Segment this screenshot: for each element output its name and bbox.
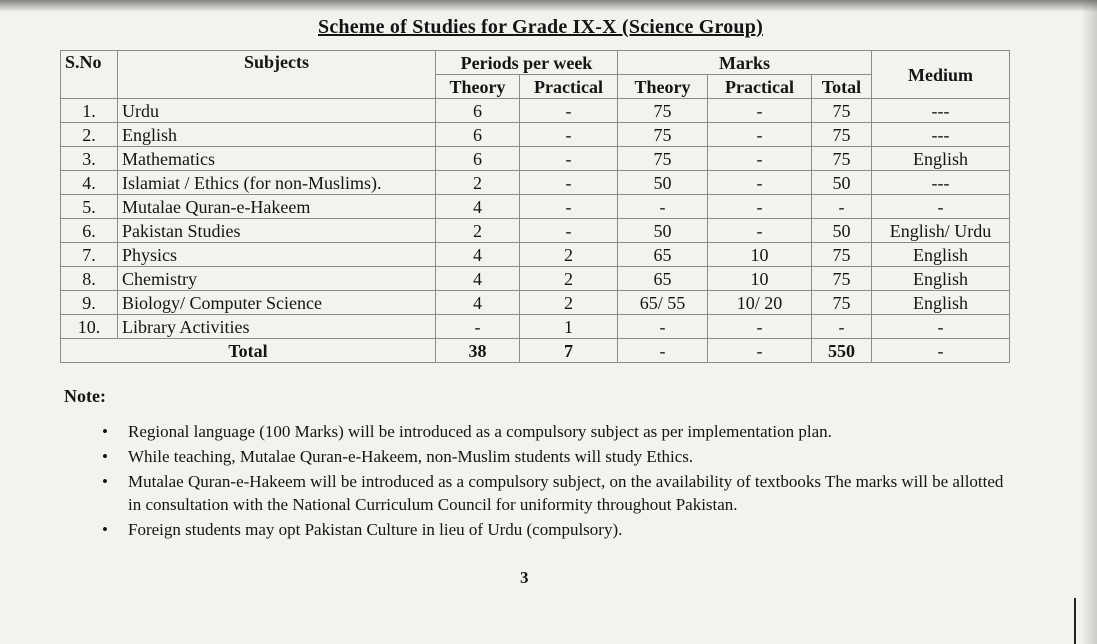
- cell-marks-practical: -: [708, 315, 812, 339]
- bullet-icon: •: [102, 520, 108, 539]
- cell-periods-practical: -: [520, 219, 618, 243]
- cell-marks-theory: 50: [618, 171, 708, 195]
- page-title: Scheme of Studies for Grade IX-X (Science Group): [318, 16, 763, 38]
- cell-medium: ---: [872, 123, 1010, 147]
- table-row: [61, 243, 1010, 267]
- cell-marks-theory: 75: [618, 99, 708, 123]
- cell-periods-theory: 6: [436, 99, 520, 123]
- cell-sno: 10.: [61, 315, 118, 339]
- cell-periods-theory: 4: [436, 267, 520, 291]
- list-item: [96, 470, 1016, 516]
- note-text: Foreign students may opt Pakistan Culture in lieu of Urdu (compulsory).: [128, 520, 623, 539]
- cell-periods-practical: -: [520, 99, 618, 123]
- cell-periods-theory: 6: [436, 147, 520, 171]
- cell-marks-practical: -: [708, 195, 812, 219]
- cell-medium: English: [872, 147, 1010, 171]
- cell-total-medium: -: [872, 339, 1010, 363]
- note-heading: Note:: [64, 386, 106, 406]
- cell-marks-total: 50: [812, 171, 872, 195]
- header-marks: Marks: [618, 51, 872, 75]
- header-marks-total: Total: [812, 75, 872, 99]
- cell-total-marks-practical: -: [708, 339, 812, 363]
- cell-marks-total: 50: [812, 219, 872, 243]
- cell-periods-theory: 4: [436, 195, 520, 219]
- list-item: [96, 445, 1016, 468]
- cell-periods-theory: 4: [436, 243, 520, 267]
- cell-marks-theory: 75: [618, 147, 708, 171]
- header-marks-theory: Theory: [618, 75, 708, 99]
- note-text: Regional language (100 Marks) will be introduced as a compulsory subject as per implementation plan.: [128, 422, 832, 441]
- cell-periods-theory: -: [436, 315, 520, 339]
- cell-medium: ---: [872, 171, 1010, 195]
- page-right-edge: [1081, 0, 1097, 644]
- cell-periods-theory: 6: [436, 123, 520, 147]
- cell-periods-practical: 2: [520, 267, 618, 291]
- cell-periods-practical: 1: [520, 315, 618, 339]
- cell-marks-theory: 65/ 55: [618, 291, 708, 315]
- cell-sno: 4.: [61, 171, 118, 195]
- cell-periods-theory: 2: [436, 219, 520, 243]
- bullet-icon: •: [102, 472, 108, 491]
- cell-sno: 1.: [61, 99, 118, 123]
- cell-subject: Biology/ Computer Science: [118, 291, 436, 315]
- cell-subject: Mutalae Quran-e-Hakeem: [118, 195, 436, 219]
- cell-subject: Pakistan Studies: [118, 219, 436, 243]
- table-row: [61, 123, 1010, 147]
- table-header-row: [61, 51, 1010, 75]
- cell-marks-theory: -: [618, 315, 708, 339]
- table-row: [61, 291, 1010, 315]
- cell-total-label: Total: [61, 339, 436, 363]
- cell-sno: 6.: [61, 219, 118, 243]
- header-periods-practical: Practical: [520, 75, 618, 99]
- cell-marks-total: 75: [812, 291, 872, 315]
- bullet-icon: •: [102, 422, 108, 441]
- cell-subject: Urdu: [118, 99, 436, 123]
- cell-marks-practical: -: [708, 147, 812, 171]
- cell-periods-theory: 2: [436, 171, 520, 195]
- cell-medium: English: [872, 267, 1010, 291]
- cell-sno: 3.: [61, 147, 118, 171]
- header-medium: Medium: [872, 51, 1010, 99]
- header-sno: S.No: [61, 51, 118, 99]
- cell-sno: 5.: [61, 195, 118, 219]
- cell-marks-practical: -: [708, 99, 812, 123]
- cell-periods-theory: 4: [436, 291, 520, 315]
- scheme-table: [60, 50, 1010, 363]
- cell-marks-total: 75: [812, 147, 872, 171]
- page-number: 3: [520, 568, 529, 587]
- cell-medium: ---: [872, 99, 1010, 123]
- cell-marks-total: 75: [812, 243, 872, 267]
- notes-list: [96, 420, 1016, 543]
- list-item: [96, 518, 1016, 541]
- cell-total-marks-total: 550: [812, 339, 872, 363]
- cell-periods-practical: -: [520, 195, 618, 219]
- note-text: Mutalae Quran-e-Hakeem will be introduced as a compulsory subject, on the availability of textbooks The marks will be allotted in consultation with the National Curriculum Council for uniformity throughout Pakistan.: [128, 472, 1004, 514]
- cell-marks-practical: -: [708, 123, 812, 147]
- cell-subject: Islamiat / Ethics (for non-Muslims).: [118, 171, 436, 195]
- cell-marks-total: -: [812, 315, 872, 339]
- cell-marks-practical: 10: [708, 243, 812, 267]
- cell-marks-theory: -: [618, 195, 708, 219]
- cell-marks-theory: 65: [618, 243, 708, 267]
- cell-marks-practical: 10: [708, 267, 812, 291]
- table-row: [61, 99, 1010, 123]
- header-periods-per-week: Periods per week: [436, 51, 618, 75]
- cell-marks-practical: -: [708, 219, 812, 243]
- cell-marks-practical: 10/ 20: [708, 291, 812, 315]
- cell-periods-practical: 2: [520, 243, 618, 267]
- table-row: [61, 219, 1010, 243]
- cell-sno: 7.: [61, 243, 118, 267]
- list-item: [96, 420, 1016, 443]
- cell-total-periods-practical: 7: [520, 339, 618, 363]
- bullet-icon: •: [102, 447, 108, 466]
- cell-sno: 2.: [61, 123, 118, 147]
- table-row: [61, 267, 1010, 291]
- table-total-row: [61, 339, 1010, 363]
- cell-sno: 9.: [61, 291, 118, 315]
- header-marks-practical: Practical: [708, 75, 812, 99]
- cell-medium: -: [872, 315, 1010, 339]
- cell-subject: English: [118, 123, 436, 147]
- cell-periods-practical: 2: [520, 291, 618, 315]
- margin-mark: [1074, 598, 1076, 644]
- page-top-shadow: [0, 0, 1097, 12]
- cell-marks-total: 75: [812, 267, 872, 291]
- cell-marks-theory: 65: [618, 267, 708, 291]
- cell-subject: Chemistry: [118, 267, 436, 291]
- cell-total-marks-theory: -: [618, 339, 708, 363]
- header-subjects: Subjects: [118, 51, 436, 99]
- cell-medium: English: [872, 243, 1010, 267]
- cell-subject: Library Activities: [118, 315, 436, 339]
- cell-total-periods-theory: 38: [436, 339, 520, 363]
- cell-subject: Mathematics: [118, 147, 436, 171]
- cell-marks-total: 75: [812, 99, 872, 123]
- cell-marks-theory: 50: [618, 219, 708, 243]
- cell-sno: 8.: [61, 267, 118, 291]
- cell-marks-practical: -: [708, 171, 812, 195]
- cell-medium: English: [872, 291, 1010, 315]
- note-text: While teaching, Mutalae Quran-e-Hakeem, non-Muslim students will study Ethics.: [128, 447, 694, 466]
- table-row: [61, 195, 1010, 219]
- cell-medium: English/ Urdu: [872, 219, 1010, 243]
- cell-subject: Physics: [118, 243, 436, 267]
- cell-marks-theory: 75: [618, 123, 708, 147]
- cell-marks-total: -: [812, 195, 872, 219]
- cell-marks-total: 75: [812, 123, 872, 147]
- table-row: [61, 171, 1010, 195]
- table-row: [61, 315, 1010, 339]
- cell-periods-practical: -: [520, 147, 618, 171]
- header-periods-theory: Theory: [436, 75, 520, 99]
- cell-periods-practical: -: [520, 123, 618, 147]
- table-row: [61, 147, 1010, 171]
- cell-medium: -: [872, 195, 1010, 219]
- cell-periods-practical: -: [520, 171, 618, 195]
